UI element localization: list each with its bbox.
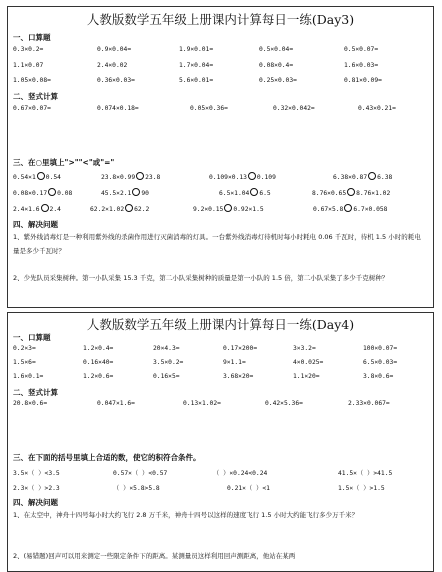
section-heading: 四、解决问题 [13,498,58,507]
section-heading: 三、在○里填上">""<"或"=" [13,158,115,167]
problem: 0.2×3= [13,345,36,352]
section-heading: 四、解决问题 [13,220,58,229]
compare-item: 0.08×0.17 0.08 [13,190,73,197]
compare-item: 6.5×1.04 6.5 [219,190,271,197]
worksheet-title: 人教版数学五年级上册课内计算每日一练(Day3) [86,12,355,27]
problem: 1.9×0.01= [179,46,214,53]
problem: 0.3×0.2= [13,46,44,53]
word-problem: 2、少先队员采集树种。第一小队采集 15.3 千克，第二小队采集树种的质量是第一小队的 1.5 倍，第二小队采集了多少千克树种？ [13,274,389,282]
problem: 0.25×0.03= [259,77,297,84]
compare-row [13,188,429,199]
problem: 1.7×0.04= [179,62,214,69]
oral-row [13,373,429,384]
answer-circle[interactable] [136,172,144,180]
answer-circle[interactable] [41,204,49,212]
answer-circle[interactable] [250,188,258,196]
fill-item[interactable]: 41.5×（ ）>41.5 [338,470,393,477]
problem: 0.074×0.18= [97,105,139,112]
oral-row [13,46,429,57]
problem: 3.5×0.2= [153,359,184,366]
problem: 0.9×0.04= [97,46,132,53]
compare-item: 6.38×0.87 6.38 [333,174,393,181]
answer-circle[interactable] [368,172,376,180]
problem: 1.05×0.08= [13,77,51,84]
problem: 1.1×20= [293,373,320,380]
section-heading: 一、口算题 [13,333,51,342]
worksheet-day3 [7,6,434,308]
problem: 9×1.1= [223,359,246,366]
oral-row [13,359,429,370]
problem: 0.5×0.07= [344,46,379,53]
problem: 100×0.07= [363,345,398,352]
answer-circle[interactable] [125,204,133,212]
compare-row [13,204,429,215]
answer-circle[interactable] [224,204,232,212]
fill-item[interactable]: 0.21×（ ）<1 [227,485,270,492]
problem: 1.5×6= [13,359,36,366]
fill-item[interactable]: 2.3×（ ）>2.3 [13,485,60,492]
fill-item[interactable]: 0.57×（ ）<0.57 [113,470,168,477]
problem: 2.33×0.067= [348,400,390,407]
problem: 0.5×0.04= [259,46,294,53]
compare-item: 9.2×0.15 0.92×1.5 [193,206,264,213]
problem: 6.5×0.03= [363,359,398,366]
vertical-row [13,105,429,116]
problem: 0.32×0.042= [273,105,315,112]
problem: 0.81×0.09= [344,77,382,84]
word-problem: 1、在太空中，神舟十四号每小时大约飞行 2.8 万千米，神舟十四号以这样的速度飞行 1.5 小时大约能飞行多少万千米？ [13,511,359,519]
answer-circle[interactable] [248,172,256,180]
problem: 0.67×0.07= [13,105,51,112]
oral-row [13,77,429,88]
problem: 0.17×200= [223,345,258,352]
problem: 0.047×1.6= [97,400,135,407]
answer-circle[interactable] [344,204,352,212]
problem: 0.43×0.21= [358,105,396,112]
problem: 0.16×5= [153,373,180,380]
problem: 3.68×20= [223,373,254,380]
problem: 2.4×0.02 [97,62,128,69]
answer-circle[interactable] [132,188,140,196]
problem: 0.42×5.36= [265,400,303,407]
section-heading: 三、在下面的括号里填上合适的数，使它的积符合条件。 [13,453,201,462]
compare-item: 23.8×0.99 23.8 [101,174,161,181]
problem: 3×3.2= [293,345,316,352]
problem: 1.2×0.6= [83,373,114,380]
problem: 0.36×0.03= [97,77,135,84]
fill-item[interactable]: 3.5×（ ）<3.5 [13,470,60,477]
problem: 0.08×0.4= [259,62,294,69]
problem: 1.1×0.07 [13,62,44,69]
worksheet-day4 [7,312,434,572]
problem: 5.6×0.01= [179,77,214,84]
section-heading: 一、口算题 [13,33,51,42]
compare-item: 0.109×0.13 0.109 [209,174,276,181]
problem: 1.6×0.03= [344,62,379,69]
section-heading: 二、竖式计算 [13,92,58,101]
problem: 20.8×0.6= [13,400,48,407]
fill-row [13,468,429,479]
answer-circle[interactable] [48,188,56,196]
problem: 0.13×1.02= [183,400,221,407]
oral-row [13,345,429,356]
word-problem: 2、(易错题)回声可以用来测定一些限定条件下的距离。某测量员这样利用回声测距离，他站在某两 [13,552,296,560]
vertical-row [13,400,429,411]
compare-item: 0.67×5.8 6.7×0.058 [313,206,388,213]
compare-row [13,172,429,183]
answer-circle[interactable] [347,188,355,196]
problem: 3.8×0.6= [363,373,394,380]
problem: 0.16×40= [83,359,114,366]
fill-item[interactable]: 1.5×（ ）>1.5 [338,485,385,492]
section-heading: 二、竖式计算 [13,388,58,397]
problem: 4×0.025= [293,359,324,366]
compare-item: 62.2×1.02 62.2 [90,206,150,213]
compare-item: 0.54×1 0.54 [13,174,61,181]
compare-item: 45.5×2.1 90 [101,190,149,197]
problem: 1.6×0.1= [13,373,44,380]
fill-item[interactable]: （ ）×5.8>5.8 [113,485,160,492]
answer-circle[interactable] [37,172,45,180]
compare-item: 2.4×1.6 2.4 [13,206,61,213]
fill-item[interactable]: （ ）×0.24<0.24 [213,470,268,477]
oral-row [13,62,429,73]
compare-item: 8.76×0.65 8.76×1.02 [312,190,391,197]
problem: 20×4.3= [153,345,180,352]
word-problem: 1、紫外线消毒灯是一种利用紫外线的杀菌作用进行灭菌消毒的灯具。一台紫外线消毒灯待机时每小时耗电 0.06 千瓦时，待机 1.5 小时的耗电量是多少千瓦时？ [13,233,421,255]
worksheet-title: 人教版数学五年级上册课内计算每日一练(Day4) [86,317,355,332]
fill-row [13,483,429,494]
problem: 1.2×0.4= [83,345,114,352]
problem: 0.05×0.36= [190,105,228,112]
